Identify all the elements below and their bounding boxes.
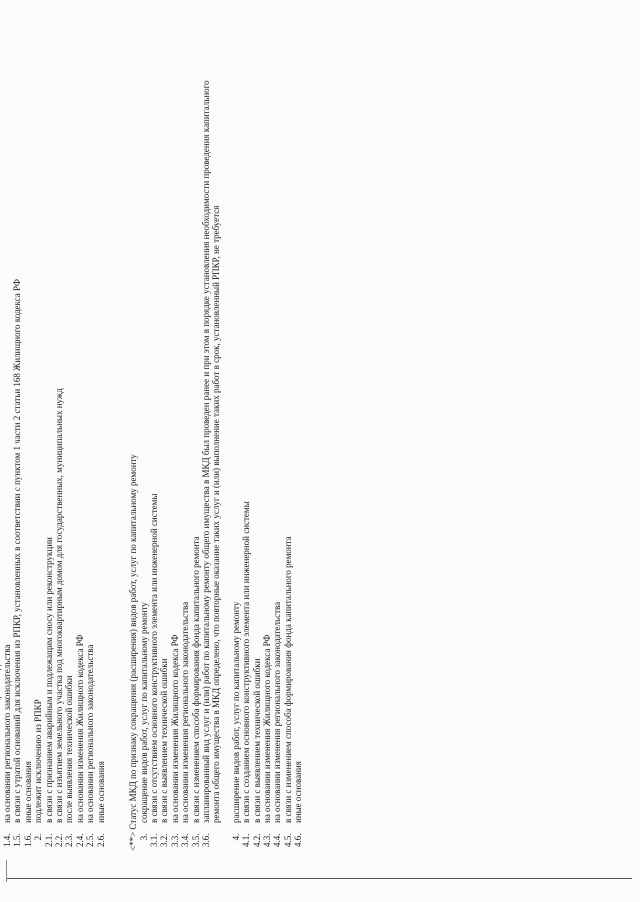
item-number: 4.5. (282, 833, 293, 847)
scan-edge-line (6, 878, 632, 879)
list-item (85, 51, 95, 851)
item-number: 1.6. (22, 833, 33, 847)
list-item (231, 51, 241, 851)
list-item (191, 51, 201, 851)
item-number: 1.5. (12, 833, 23, 847)
item-number: 2. (33, 833, 44, 841)
item-number: 3. (138, 833, 149, 841)
list-spacer (222, 51, 231, 851)
item-text: иные основания (95, 761, 106, 823)
list-item (149, 51, 159, 851)
list-item (241, 51, 251, 851)
list-item (180, 51, 190, 851)
section1-list (0, 51, 106, 851)
item-number: 2.2. (54, 833, 65, 847)
item-text: иные основания (293, 761, 304, 823)
item-text: в связи с изъятием земельного участка под многоквартирным домом для государственных, муниципальных нужд (54, 388, 65, 823)
item-text: в связи с созданием основного конструктивного элемента или инженерной системы (241, 501, 252, 823)
item-text: на основании регионального законодательства (85, 644, 96, 823)
item-text: на основании регионального законодательства (2, 644, 13, 823)
item-text: в связи с выявлением технической ошибки (251, 658, 262, 823)
item-text: на основании изменения регионального законодательства (272, 601, 283, 823)
item-text: подлежит исключению из РПКР (33, 699, 44, 823)
section2-list (139, 51, 304, 851)
scan-edge-tick (6, 860, 7, 882)
item-number: 2.5. (85, 833, 96, 847)
item-number: 1.4. (2, 833, 13, 847)
item-text: после выявления технической ошибки (64, 675, 75, 823)
list-item (54, 51, 64, 851)
section-gap (117, 51, 128, 851)
section2-title: <**> Статус МКД по признаку сокращения (расширения) видов работ, услуг по капитальному ремонту (128, 454, 139, 851)
item-text: на основании изменения Жилищного кодекса РФ (261, 634, 272, 823)
list-item (2, 51, 12, 851)
list-item (293, 51, 303, 851)
list-item (33, 51, 43, 851)
item-number: 3.6. (200, 833, 211, 847)
item-number: 2.3. (64, 833, 75, 847)
item-number: 2.4. (74, 833, 85, 847)
item-number: 4.3. (261, 833, 272, 847)
item-text: иные основания (22, 761, 33, 823)
item-text: запланированный вид услуг и (или) работ по капитальному ремонту общего имущества в МКД был проведен ранее и при этом в порядке установления необходимости проведения капитального ремонта общего имущества в МКД определено, что повторные оказание таких услуг и (или) выполнение таких работ в срок, установленный РПКР, не требуется (200, 80, 222, 823)
item-number: 4. (230, 833, 241, 841)
list-item (283, 51, 293, 851)
item-number: 4.1. (241, 833, 252, 847)
item-number: 2.1. (43, 833, 54, 847)
item-number: 2.6. (95, 833, 106, 847)
list-item (139, 51, 149, 851)
item-text: расширение видов работ, услуг по капитальному ремонту (230, 601, 241, 823)
item-text: в связи с изменением способа формирования фонда капитального ремонта (190, 536, 201, 823)
list-item (44, 51, 54, 851)
item-text: в связи с утратой оснований для исключения из РПКР, установленных в соответствии с пунктом 1 части 2 статьи 168 Жилищного кодекса РФ (12, 279, 23, 823)
item-number: 3.5. (190, 833, 201, 847)
item-number: 3.2. (159, 833, 170, 847)
list-item (201, 51, 222, 851)
list-item (272, 51, 282, 851)
item-text: в связи с изменением способа формирования фонда капитального ремонта (282, 536, 293, 823)
item-text: на основании изменения Жилищного кодекса РФ (169, 634, 180, 823)
rotated-content (0, 51, 490, 851)
item-text: на основании изменения Жилищного кодекса РФ (74, 634, 85, 823)
list-item (252, 51, 262, 851)
list-item (159, 51, 169, 851)
list-item (262, 51, 272, 851)
item-text: в связи с выявлением технической ошибки (159, 658, 170, 823)
list-item (75, 51, 85, 851)
item-text: в связи с отсутствием основного конструктивного элемента или инженерной системы (148, 493, 159, 823)
list-item (96, 51, 106, 851)
item-number: 4.6. (293, 833, 304, 847)
item-number: 3.3. (169, 833, 180, 847)
list-item (170, 51, 180, 851)
item-text: сокращение видов работ, услуг по капитальному ремонту (138, 602, 149, 823)
item-text: на основании изменения регионального законодательства (180, 601, 191, 823)
section-gap (106, 51, 117, 851)
item-number: 4.4. (272, 833, 283, 847)
section2-title-row (128, 51, 138, 851)
item-number: 3.1. (148, 833, 159, 847)
item-text: в связи с признанием аварийным и подлежащим сносу или реконструкции (43, 537, 54, 823)
list-item (12, 51, 22, 851)
item-number: 3.4. (180, 833, 191, 847)
item-number: 4.2. (251, 833, 262, 847)
list-item (64, 51, 74, 851)
list-item (23, 51, 33, 851)
